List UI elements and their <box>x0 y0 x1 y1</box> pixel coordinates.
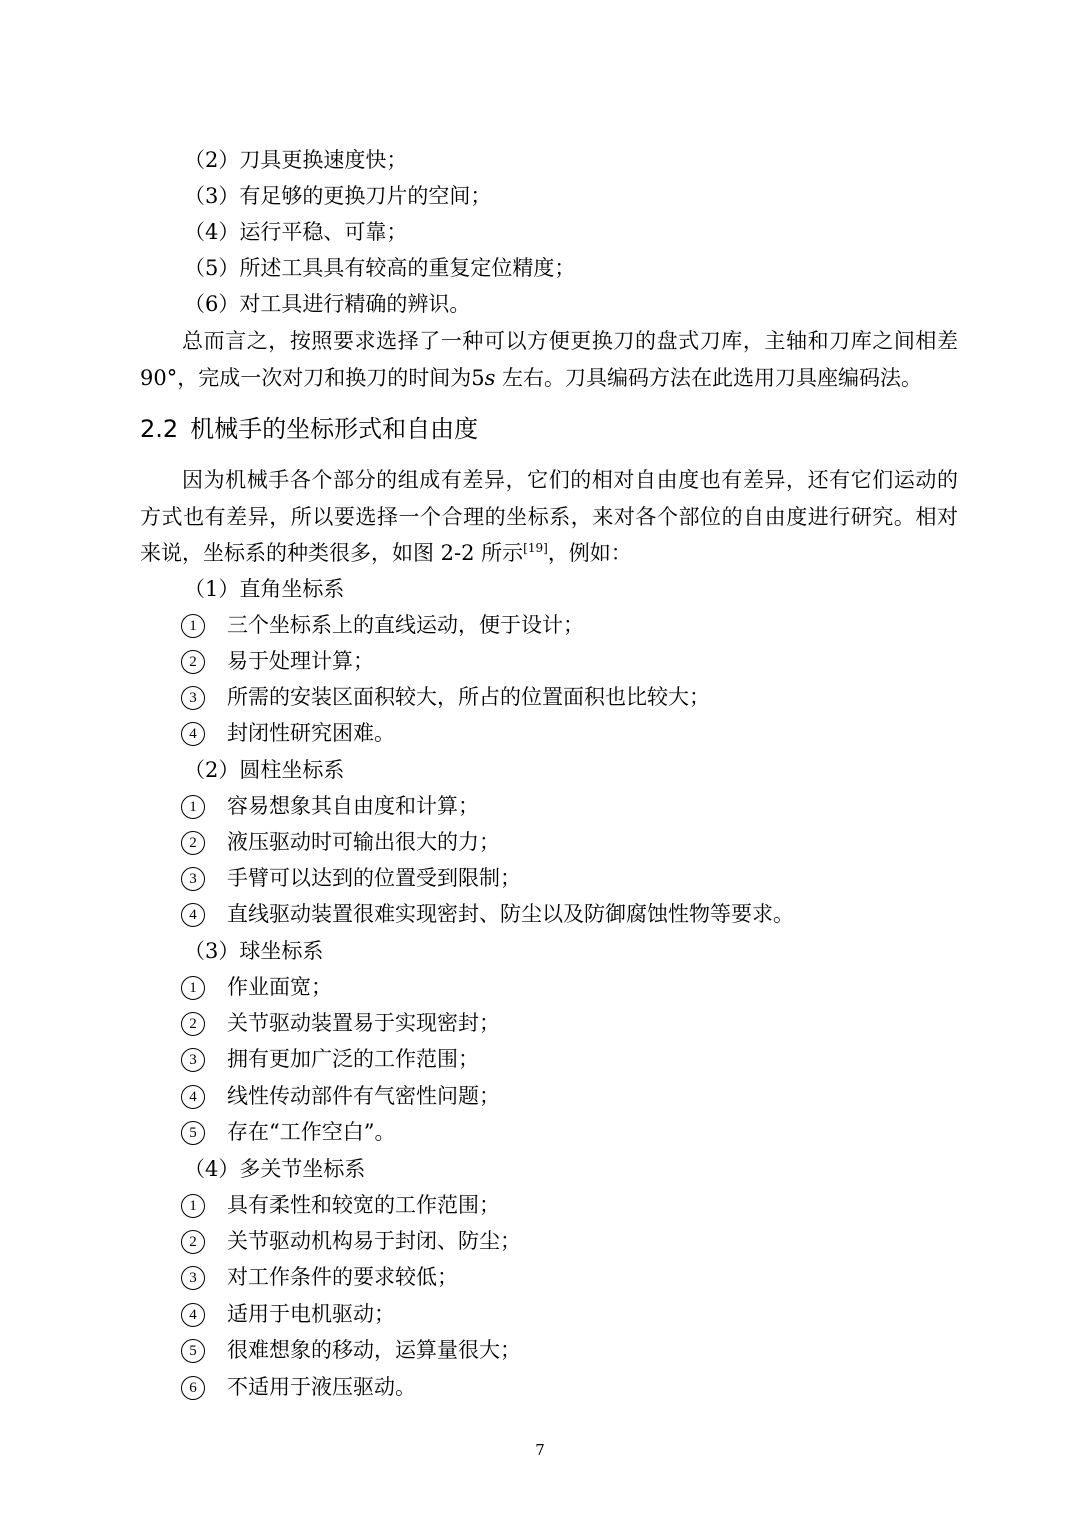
requirement-item: （6）对工具进行精确的辨识。 <box>184 292 471 316</box>
list-item-text: 线性传动部件有气密性问题； <box>227 1084 500 1108</box>
list-item-text: 直线驱动装置很难实现密封、防尘以及防御腐蚀性物等要求。 <box>227 902 794 926</box>
circled-number: 4 <box>181 722 205 746</box>
section-number: 2.2 <box>140 415 179 443</box>
circled-number: 4 <box>181 1303 205 1327</box>
list-item-text: 作业面宽； <box>227 975 332 999</box>
list-item <box>181 1044 479 1074</box>
summary-text-1: 总而言之，按照要求选择了一种可以方便更换刀的盘式刀库，主轴和刀库之间相差90°，完成一次对刀和换刀的时间为5 <box>140 329 958 390</box>
circled-number: 1 <box>181 614 205 638</box>
list-item <box>181 1190 500 1220</box>
subsection-heading: （4）多关节坐标系 <box>184 1157 366 1181</box>
intro-text: 因为机械手各个部分的组成有差异，它们的相对自由度也有差异，还有它们运动的方式也有差异，所以要选择一个合理的坐标系，来对各个部位的自由度进行研究。相对来说，坐标系的种类很多，如图 2-2 所示 <box>140 468 958 565</box>
list-item <box>181 1372 416 1402</box>
list-item <box>181 1081 500 1111</box>
circled-number: 5 <box>181 1339 205 1363</box>
circled-number: 2 <box>181 1012 205 1036</box>
requirement-item: （2）刀具更换速度快； <box>184 148 408 172</box>
citation: [19] <box>523 541 548 555</box>
summary-text-2: 左右。刀具编码方法在此选用刀具座编码法。 <box>495 365 923 390</box>
list-item <box>181 718 395 748</box>
circled-number: 6 <box>181 1376 205 1400</box>
requirement-item: （3）有足够的更换刀片的空间； <box>184 184 492 208</box>
list-item <box>181 610 584 640</box>
list-item-text: 适用于电机驱动； <box>227 1302 395 1326</box>
list-item-text: 存在“工作空白”。 <box>227 1120 396 1144</box>
list-item-text: 手臂可以达到的位置受到限制； <box>227 866 521 890</box>
list-item <box>181 1299 395 1329</box>
list-item-text: 易于处理计算； <box>227 649 374 673</box>
list-item <box>181 1008 500 1038</box>
list-item-text: 拥有更加广泛的工作范围； <box>227 1047 479 1071</box>
list-item <box>181 646 374 676</box>
summary-paragraph <box>140 323 958 396</box>
circled-number: 4 <box>181 1085 205 1109</box>
list-item-text: 关节驱动机构易于封闭、防尘； <box>227 1229 521 1253</box>
subsection-heading: （3）球坐标系 <box>184 939 324 963</box>
list-item-text: 三个坐标系上的直线运动，便于设计； <box>227 613 584 637</box>
intro-text-after: ，例如： <box>547 541 632 565</box>
list-item <box>181 827 500 857</box>
list-item-text: 很难想象的移动，运算量很大； <box>227 1338 521 1362</box>
requirement-item: （4）运行平稳、可靠； <box>184 220 408 244</box>
list-item <box>181 1226 521 1256</box>
intro-paragraph <box>140 462 958 572</box>
list-item-text: 具有柔性和较宽的工作范围； <box>227 1193 500 1217</box>
list-item <box>181 899 794 929</box>
circled-number: 2 <box>181 650 205 674</box>
circled-number: 1 <box>181 1194 205 1218</box>
section-title: 机械手的坐标形式和自由度 <box>190 415 479 443</box>
circled-number: 3 <box>181 1048 205 1072</box>
circled-number: 2 <box>181 1230 205 1254</box>
circled-number: 4 <box>181 903 205 927</box>
list-item <box>181 1262 458 1292</box>
list-item-text: 不适用于液压驱动。 <box>227 1375 416 1399</box>
list-item-text: 液压驱动时可输出很大的力； <box>227 830 500 854</box>
list-item <box>181 863 521 893</box>
summary-time-unit: s <box>484 365 496 390</box>
list-item <box>181 791 479 821</box>
list-item <box>181 972 332 1002</box>
list-item-text: 容易想象其自由度和计算； <box>227 794 479 818</box>
page-number: 7 <box>535 1441 545 1459</box>
list-item <box>181 1335 521 1365</box>
list-item-text: 对工作条件的要求较低； <box>227 1265 458 1289</box>
list-item <box>181 1117 395 1147</box>
circled-number: 5 <box>181 1121 205 1145</box>
list-item-text: 封闭性研究困难。 <box>227 721 395 745</box>
circled-number: 3 <box>181 686 205 710</box>
circled-number: 2 <box>181 831 205 855</box>
circled-number: 3 <box>181 867 205 891</box>
circled-number: 1 <box>181 795 205 819</box>
list-item <box>181 682 710 712</box>
list-item-text: 关节驱动装置易于实现密封； <box>227 1011 500 1035</box>
list-item-text: 所需的安装区面积较大，所占的位置面积也比较大； <box>227 685 710 709</box>
section-heading <box>140 412 478 446</box>
circled-number: 3 <box>181 1266 205 1290</box>
subsection-heading: （2）圆柱坐标系 <box>184 758 345 782</box>
circled-number: 1 <box>181 976 205 1000</box>
subsection-heading: （1）直角坐标系 <box>184 577 345 601</box>
requirement-item: （5）所述工具具有较高的重复定位精度； <box>184 256 576 280</box>
